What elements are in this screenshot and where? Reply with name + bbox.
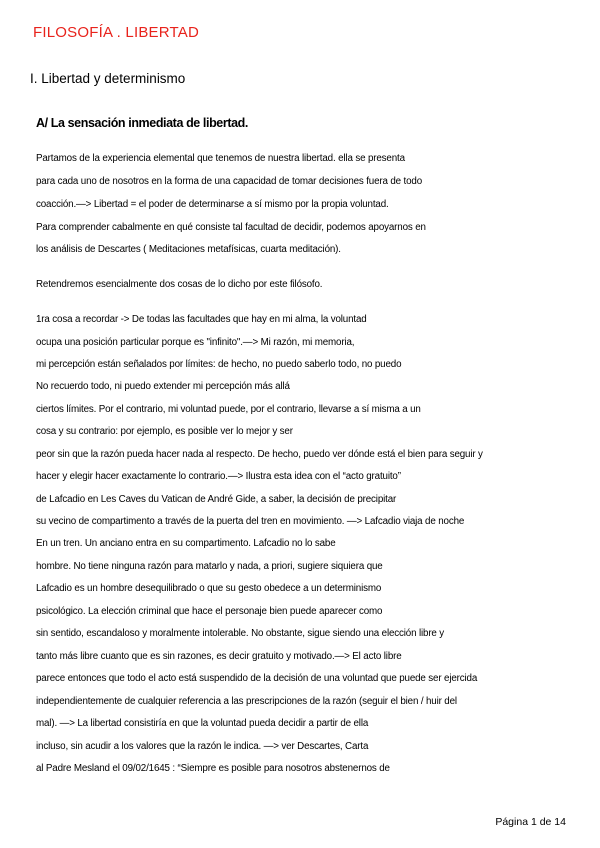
- paragraph-line: coacción.—> Libertad = el poder de determinarse a sí mismo por la propia voluntad.: [36, 199, 389, 210]
- paragraph-line: su vecino de compartimento a través de la puerta del tren en movimiento. —> Lafcadio viaja de noche: [36, 516, 465, 527]
- paragraph-line: independientemente de cualquier referencia a las prescripciones de la razón (seguir el bien / huir del: [36, 696, 457, 707]
- paragraph-line: Para comprender cabalmente en qué consiste tal facultad de decidir, podemos apoyarnos en: [36, 222, 426, 233]
- paragraph-line: mal). —> La libertad consistiría en que la voluntad pueda decidir a partir de ella: [36, 718, 369, 729]
- paragraph-line: incluso, sin acudir a los valores que la razón le indica. —> ver Descartes, Carta: [36, 741, 369, 752]
- subsection-heading: A/ La sensación inmediata de libertad.: [36, 116, 248, 130]
- page-number: Página 1 de 14: [495, 816, 566, 828]
- paragraph-line: de Lafcadio en Les Caves du Vatican de André Gide, a saber, la decisión de precipitar: [36, 494, 397, 505]
- paragraph-line: cosa y su contrario: por ejemplo, es posible ver lo mejor y ser: [36, 426, 293, 437]
- paragraph-line: parece entonces que todo el acto está suspendido de la decisión de una voluntad que puede ser ejercida: [36, 673, 478, 684]
- paragraph-line: psicológico. La elección criminal que hace el personaje bien puede aparecer como: [36, 606, 383, 617]
- paragraph-line: para cada uno de nosotros en la forma de una capacidad de tomar decisiones fuera de todo: [36, 176, 423, 187]
- paragraph-line: En un tren. Un anciano entra en su compartimento. Lafcadio no lo sabe: [36, 538, 336, 549]
- paragraph-line: los análisis de Descartes ( Meditaciones metafísicas, cuarta meditación).: [36, 244, 341, 255]
- paragraph-line: No recuerdo todo, ni puedo extender mi percepción más allá: [36, 381, 290, 392]
- paragraph-line: hombre. No tiene ninguna razón para matarlo y nada, a priori, sugiere siquiera que: [36, 561, 383, 572]
- paragraph-line: sin sentido, escandaloso y moralmente intolerable. No obstante, sigue siendo una elección libre y: [36, 628, 445, 639]
- paragraph-line: al Padre Mesland el 09/02/1645 : “Siempre es posible para nosotros abstenernos de: [36, 763, 390, 774]
- document-title: FILOSOFÍA . LIBERTAD: [33, 24, 199, 41]
- paragraph-line: Lafcadio es un hombre desequilibrado o que su gesto obedece a un determinismo: [36, 583, 382, 594]
- paragraph-line: ciertos límites. Por el contrario, mi voluntad puede, por el contrario, llevarse a sí misma a un: [36, 404, 421, 415]
- paragraph-line: Retendremos esencialmente dos cosas de lo dicho por este filósofo.: [36, 279, 323, 290]
- paragraph-line: tanto más libre cuanto que es sin razones, es decir gratuito y motivado.—> El acto libre: [36, 651, 402, 662]
- section-heading: I. Libertad y determinismo: [30, 71, 186, 86]
- paragraph-line: peor sin que la razón pueda hacer nada al respecto. De hecho, puedo ver dónde está el bien para seguir y: [36, 449, 483, 460]
- paragraph-line: hacer y elegir hacer exactamente lo contrario.—> Ilustra esta idea con el “acto gratuito”: [36, 471, 401, 482]
- paragraph-line: ocupa una posición particular porque es "infinito".—> Mi razón, mi memoria,: [36, 337, 355, 348]
- paragraph-line: Partamos de la experiencia elemental que tenemos de nuestra libertad. ella se presenta: [36, 153, 405, 164]
- paragraph-line: 1ra cosa a recordar -> De todas las facultades que hay en mi alma, la voluntad: [36, 314, 367, 325]
- paragraph-line: mi percepción están señalados por límites: de hecho, no puedo saberlo todo, no puedo: [36, 359, 402, 370]
